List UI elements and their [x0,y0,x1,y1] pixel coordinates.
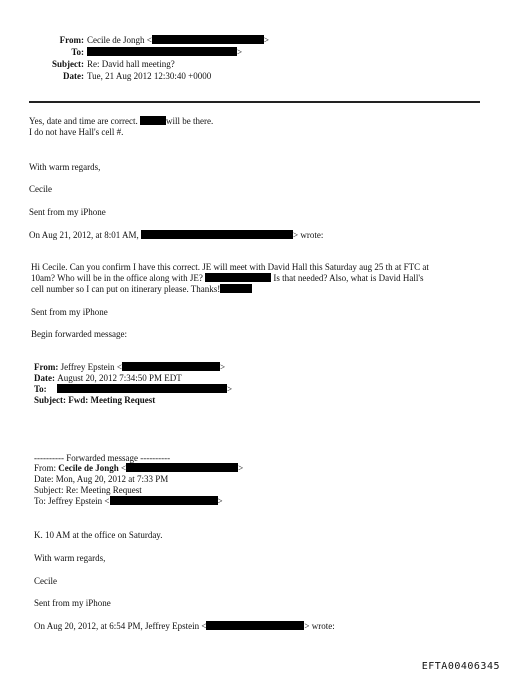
quote-intro-text: On Aug 21, 2012, at 8:01 AM, [29,230,139,240]
inner-reply-regards: With warm regards, [34,553,106,563]
header-to-row [30,47,242,58]
fwd-date-label: Date: [34,373,55,383]
reply-text: Yes, date and time are correct. [29,116,138,126]
subject-label: Subject: [52,59,84,69]
quoted-begin-forward: Begin forwarded message: [31,329,127,339]
date-value: Tue, 21 Aug 2012 12:30:40 +0000 [87,71,212,81]
to-label: To: [71,47,84,57]
fwd-date-value: August 20, 2012 7:34:50 PM EDT [57,373,182,383]
redaction-block [220,284,252,293]
from-value: Cecile de Jongh < [87,35,152,45]
header-subject-row [30,59,175,70]
quoted-text: Is that needed? Also, what is David Hall's [273,273,424,283]
forward-divider: ---------- Forwarded message ---------- [34,453,171,463]
redaction-block [140,116,166,125]
document-id: EFTA00406345 [421,661,500,672]
reply-sent-from: Sent from my iPhone [29,207,106,217]
redaction-block [141,230,293,239]
quoted-sent-from: Sent from my iPhone [31,307,108,317]
close-bracket: > [237,47,243,57]
forwarded-date-row: Date: Mon, Aug 20, 2012 at 7:33 PM [34,474,169,484]
reply-signature: Cecile [29,184,52,194]
fwd-from-value: Jeffrey Epstein < [60,362,122,372]
quoted-line-1: Hi Cecile. Can you confirm I have this correct. JE will meet with David Hall this Saturday aug 25 th at FTC at [31,262,429,272]
fwd-from-label: From: [34,362,59,372]
redaction-block [152,35,264,44]
fwd-subject-row [34,395,155,406]
inner-reply-sent-from: Sent from my iPhone [34,598,111,608]
from-label: From: [59,35,84,45]
redaction-block [87,47,237,56]
fwd-to-row [34,384,232,395]
header-divider [29,101,480,103]
reply-line-1 [29,116,213,127]
fwd-to-label: To: [34,384,47,394]
redaction-block [110,496,218,505]
close-bracket: > [238,463,244,473]
quote-intro-text: > wrote: [304,621,335,631]
forwarded-from-row [34,463,243,474]
header-from-row [30,35,269,46]
fwd-subject-value: Fwd: Meeting Request [68,395,156,405]
forwarded-to-text: To: Jeffrey Epstein < [34,496,110,506]
reply-text: will be there. [166,116,214,126]
quoted-line-3 [31,284,252,295]
fwd-date-row [34,373,182,384]
reply-line-2: I do not have Hall's cell #. [29,127,124,137]
close-bracket: > [226,384,233,394]
reply-quote-intro [29,230,323,241]
close-bracket: > [263,35,269,45]
forwarded-subject-row: Subject: Re: Meeting Request [34,485,142,495]
quoted-line-2 [31,273,423,284]
redaction-block [205,273,271,282]
date-label: Date: [63,71,84,81]
quoted-text: cell number so I can put on itinerary please. Thanks! [31,284,221,294]
subject-value: Re: David hall meeting? [87,59,175,69]
redaction-block [126,463,238,472]
quoted-text: 10am? Who will be in the office along with JE? [31,273,203,283]
fwd-subject-label: Subject: [34,395,66,405]
close-bracket: > [219,362,226,372]
open-bracket: < [121,463,127,473]
quote-intro-text: On Aug 20, 2012, at 6:54 PM, Jeffrey Epstein < [34,621,207,631]
quote-intro-text: > wrote: [293,230,324,240]
inner-reply-signature: Cecile [34,576,57,586]
redaction-block [206,621,304,630]
redaction-block [122,362,220,371]
redaction-block [57,384,227,393]
reply-regards: With warm regards, [29,162,101,172]
close-bracket: > [217,496,223,506]
inner-reply-line-1: K. 10 AM at the office on Saturday. [34,530,163,540]
forwarded-to-row [34,496,223,507]
header-date-row [30,71,211,82]
forwarded-from-label: From: [34,463,57,473]
forwarded-from-name: Cecile de Jongh [58,463,119,473]
fwd-from-row [34,362,225,373]
inner-reply-quote-intro [34,621,335,632]
